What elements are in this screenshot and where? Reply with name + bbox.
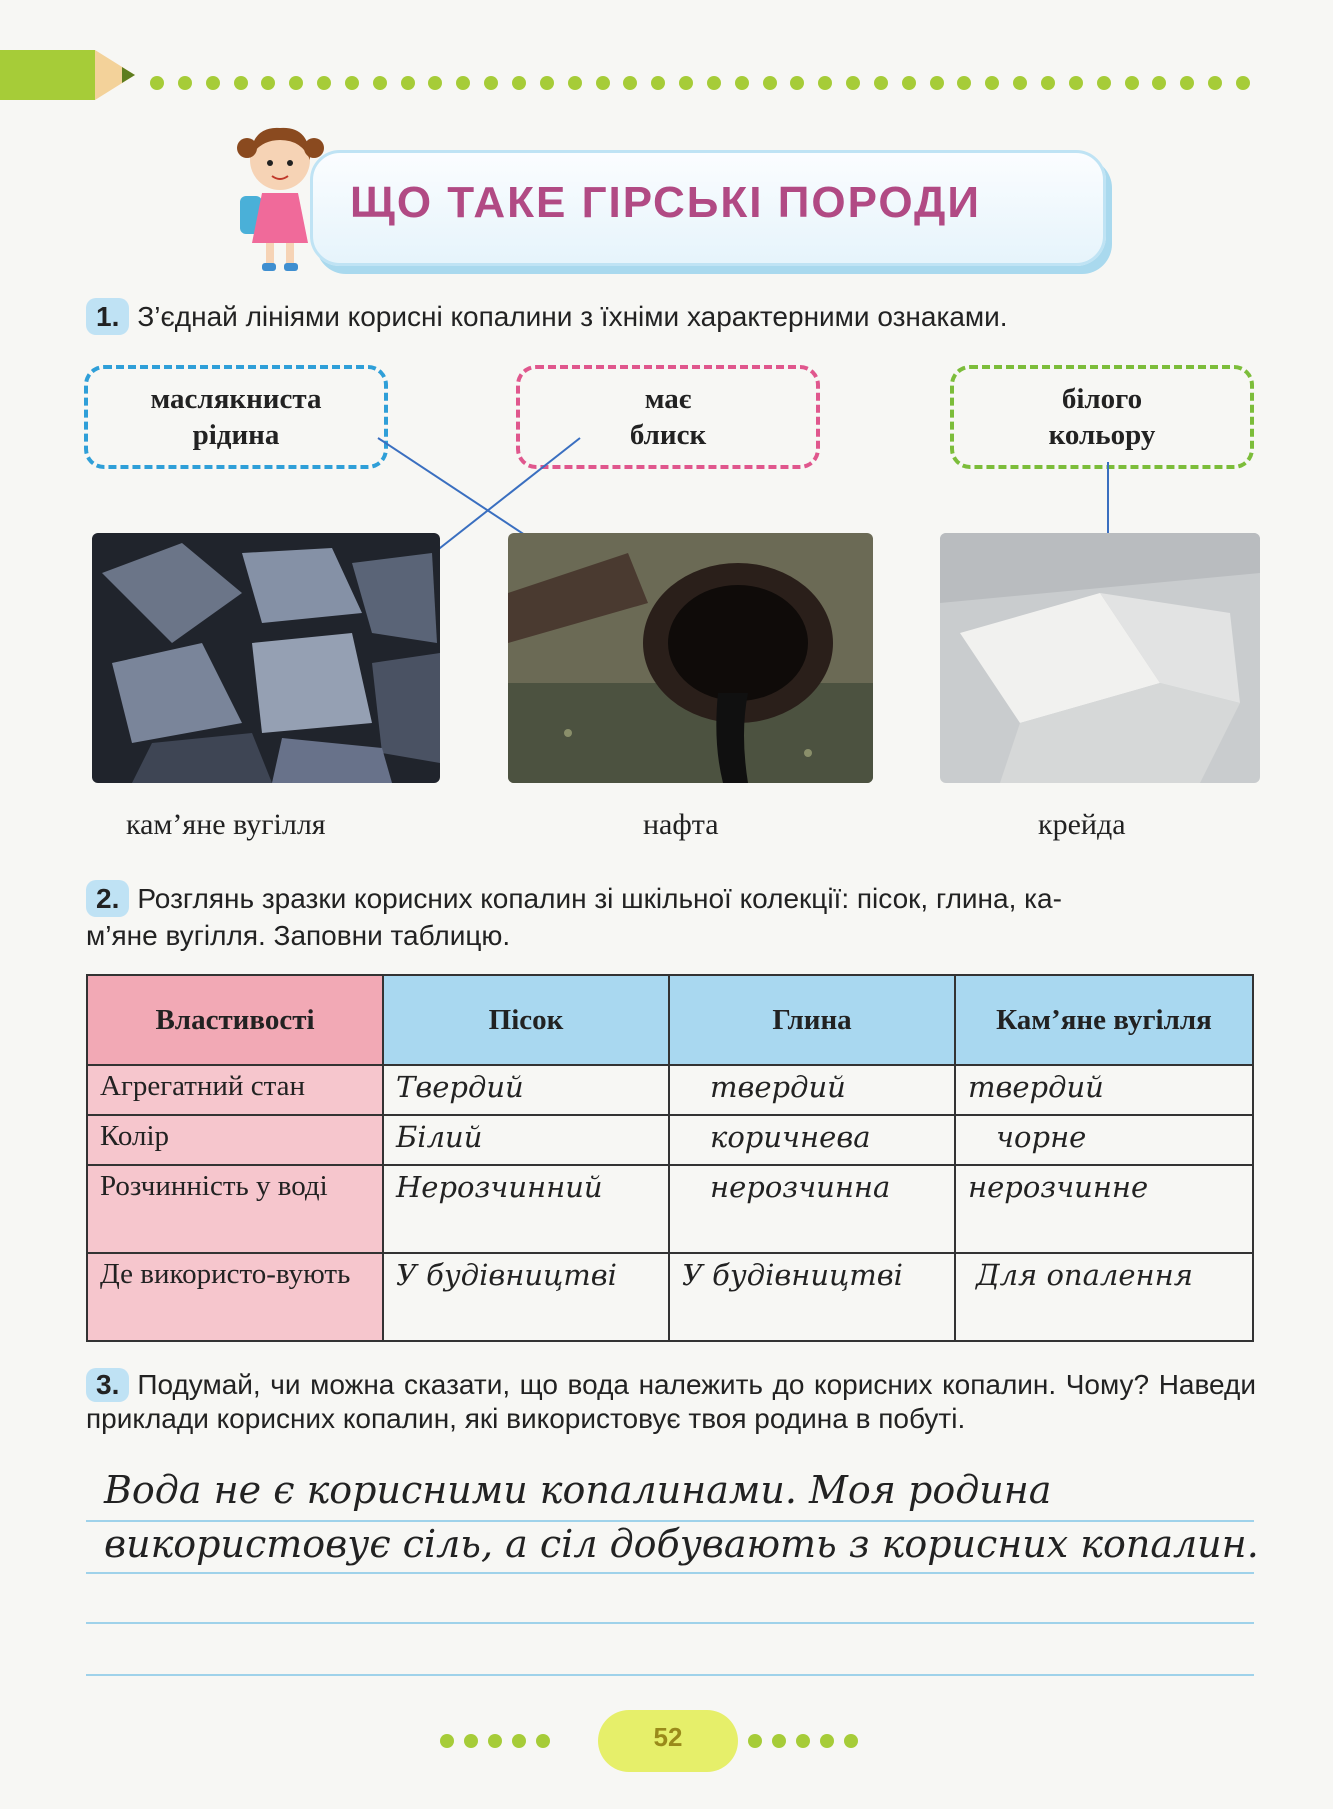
table-header: Глина xyxy=(669,975,955,1065)
table-cell-value: твердий xyxy=(669,1065,955,1115)
table-cell-property: Розчинність у воді xyxy=(87,1165,383,1253)
task3-instruction xyxy=(86,1368,1256,1436)
table-cell-value: нерозчинне xyxy=(955,1165,1253,1253)
task1-number: 1. xyxy=(86,298,129,335)
page-number: 52 xyxy=(653,1722,683,1752)
task2-instruction xyxy=(86,880,1256,954)
table-cell-value: У будівництві xyxy=(383,1253,669,1341)
oil-photo xyxy=(508,533,873,783)
trait-box-line2: блиск xyxy=(629,419,707,451)
table-row xyxy=(87,1115,1253,1165)
table-cell-value: Білий xyxy=(383,1115,669,1165)
trait-box-line1: має xyxy=(644,383,692,415)
task2-number: 2. xyxy=(86,880,129,917)
table-cell-value: чорне xyxy=(955,1115,1253,1165)
table-cell-value: нерозчинна xyxy=(669,1165,955,1253)
task2-text-line1: Розглянь зразки корисних копалин зі шкільної колекції: пісок, глина, ка- xyxy=(137,883,1062,914)
table-cell-property: Колір xyxy=(87,1115,383,1165)
ruled-line xyxy=(86,1572,1254,1574)
task2-text-line2: м’яне вугілля. Заповни таблицю. xyxy=(86,920,511,951)
table-cell-value: твердий xyxy=(955,1065,1253,1115)
trait-box-line1: маслякниста xyxy=(150,383,322,415)
table-row xyxy=(87,1165,1253,1253)
answer-line-1: Вода не є корисними копалинами. Моя родина xyxy=(104,1468,1052,1512)
trait-box-line2: рідина xyxy=(192,419,280,451)
task1-text: З’єднай лініями корисні копалини з їхніми характерними ознаками. xyxy=(137,301,1008,332)
table-cell-value: Твердий xyxy=(383,1065,669,1115)
trait-box-line2: кольору xyxy=(1048,419,1156,451)
chalk-photo xyxy=(940,533,1260,783)
table-cell-value: Нерозчинний xyxy=(383,1165,669,1253)
bottom-dots-left xyxy=(440,1734,550,1748)
mineral-caption-oil: нафта xyxy=(643,808,719,841)
bottom-dots-right xyxy=(748,1734,858,1748)
table-header: Кам’яне вугілля xyxy=(955,975,1253,1065)
page-title: ЩО ТАКЕ ГІРСЬКІ ПОРОДИ xyxy=(350,178,981,227)
table-header: Властивості xyxy=(87,975,383,1065)
table-cell-property: Де використо-вують xyxy=(87,1253,383,1341)
table-cell-value: коричнева xyxy=(669,1115,955,1165)
coal-photo xyxy=(92,533,440,783)
task3-text: Подумай, чи можна сказати, що вода належить до корисних копалин. Чому? Наведи приклади корисних копалин, які використовує твоя родина в побуті. xyxy=(86,1369,1256,1434)
table-row xyxy=(87,1253,1253,1341)
table-cell-value: Для опалення xyxy=(955,1253,1253,1341)
answer-line-2: використовує сіль, а сіл добувають з корисних копалин. xyxy=(104,1522,1259,1566)
table-header: Пісок xyxy=(383,975,669,1065)
trait-box-line1: білого xyxy=(1061,383,1143,415)
table-header-row xyxy=(87,975,1253,1065)
ruled-line xyxy=(86,1674,1254,1676)
table-row xyxy=(87,1065,1253,1115)
ruled-line xyxy=(86,1622,1254,1624)
mineral-caption-chalk: крейда xyxy=(1038,808,1126,841)
table-cell-value: У будівництві xyxy=(669,1253,955,1341)
properties-table xyxy=(86,974,1254,1342)
mineral-caption-coal: кам’яне вугілля xyxy=(126,808,326,841)
task3-number: 3. xyxy=(86,1368,129,1402)
table-cell-property: Агрегатний стан xyxy=(87,1065,383,1115)
